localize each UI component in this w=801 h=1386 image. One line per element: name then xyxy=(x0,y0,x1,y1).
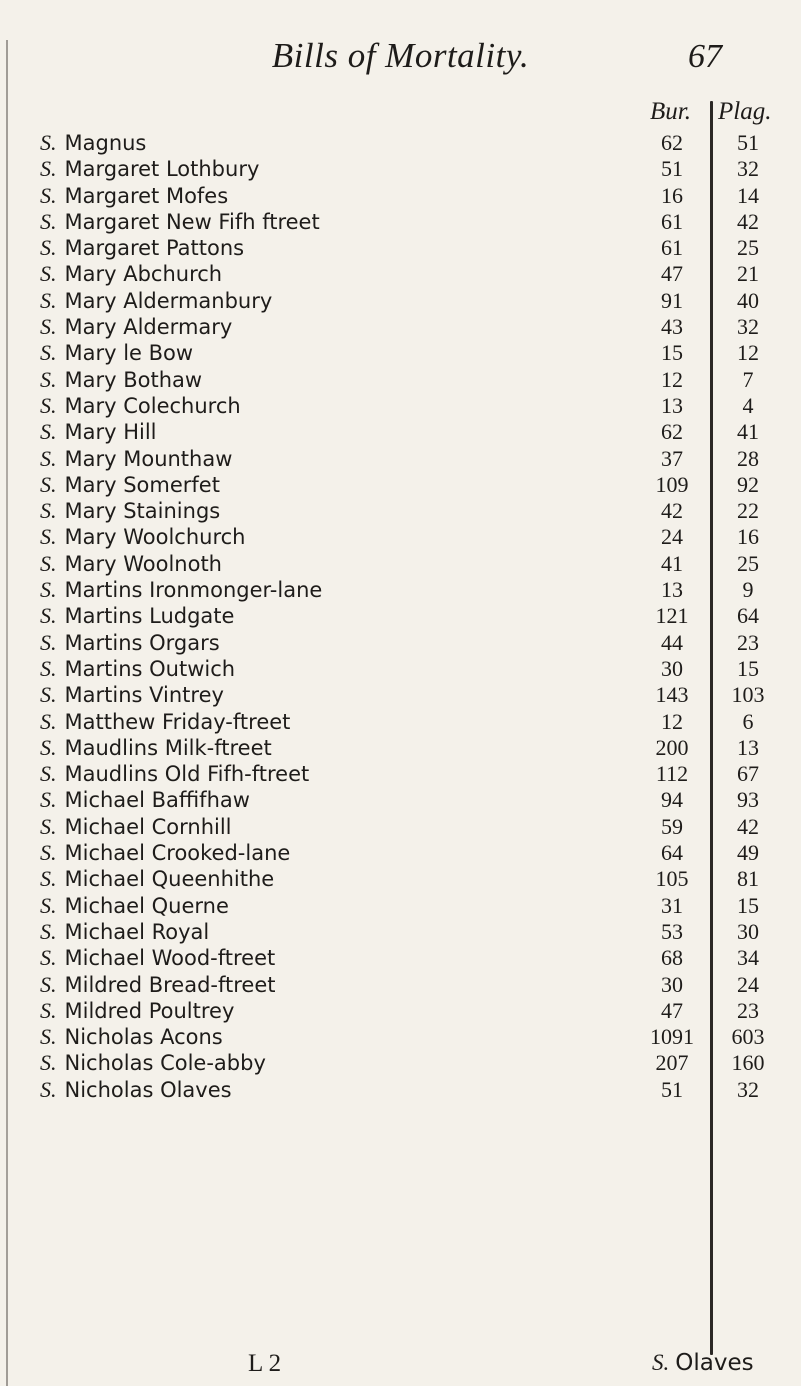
parish-name-text: Mary Stainings xyxy=(64,499,221,524)
plague-value: 25 xyxy=(737,550,759,576)
parish-name xyxy=(40,446,232,472)
burials-value: 62 xyxy=(661,130,683,155)
parish-name-text: Mary Woolchurch xyxy=(64,525,246,550)
table-row xyxy=(0,235,801,261)
running-title: Bills of Mortality. xyxy=(271,36,530,75)
saint-prefix: S. xyxy=(40,655,57,681)
parish-name-text: Magnus xyxy=(64,131,147,155)
plague-value: 51 xyxy=(737,130,759,155)
table-row xyxy=(0,814,801,840)
parish-name xyxy=(40,235,244,261)
plague-value: 32 xyxy=(737,1076,759,1102)
burials-value: 59 xyxy=(661,813,683,839)
parish-name-text: Mildred Bread-ftreet xyxy=(64,972,276,997)
parish-name xyxy=(40,130,146,156)
catchword-prefix: S. xyxy=(652,1350,670,1375)
parish-name xyxy=(40,735,272,761)
burials-value: 64 xyxy=(661,840,683,866)
parish-name-text: Martins Ironmonger-lane xyxy=(64,578,323,603)
parish-table xyxy=(0,130,801,1103)
saint-prefix: S. xyxy=(40,498,57,524)
parish-name xyxy=(40,183,228,209)
burials-value: 207 xyxy=(655,1050,689,1076)
parish-name-text: Margaret Mofes xyxy=(64,183,229,208)
table-row xyxy=(0,866,801,892)
plague-value: 49 xyxy=(737,840,759,866)
plague-value: 7 xyxy=(742,366,754,392)
burials-value: 30 xyxy=(661,655,683,681)
saint-prefix: S. xyxy=(40,813,57,839)
burials-value: 68 xyxy=(661,945,683,971)
plague-value: 15 xyxy=(737,655,759,681)
parish-name-text: Mary Hill xyxy=(64,420,157,445)
parish-name xyxy=(40,630,220,656)
burials-value: 47 xyxy=(661,997,683,1023)
saint-prefix: S. xyxy=(40,261,57,287)
parish-name-text: Michael Cornhill xyxy=(64,814,232,839)
saint-prefix: S. xyxy=(40,340,57,366)
table-row xyxy=(0,840,801,866)
burials-value: 42 xyxy=(661,498,683,524)
table-row xyxy=(0,603,801,629)
plague-value: 32 xyxy=(737,156,759,182)
table-row xyxy=(0,209,801,235)
parish-name-text: Michael Baffifhaw xyxy=(64,788,250,813)
plague-value: 16 xyxy=(737,524,759,550)
saint-prefix: S. xyxy=(40,392,57,418)
parish-name xyxy=(40,1050,266,1076)
plague-value: 21 xyxy=(737,261,759,287)
parish-name xyxy=(40,656,235,682)
saint-prefix: S. xyxy=(40,629,57,655)
saint-prefix: S. xyxy=(40,761,57,787)
signature-mark: L 2 xyxy=(248,1350,282,1377)
plague-value: 30 xyxy=(737,918,759,944)
saint-prefix: S. xyxy=(40,235,57,261)
parish-name xyxy=(40,814,232,840)
parish-name-text: Mary Aldermary xyxy=(64,315,233,340)
parish-name-text: Michael Crooked-lane xyxy=(64,841,291,866)
table-row xyxy=(0,288,801,314)
saint-prefix: S. xyxy=(40,918,57,944)
plague-value: 103 xyxy=(731,682,765,708)
saint-prefix: S. xyxy=(40,997,57,1023)
burials-value: 37 xyxy=(661,445,683,471)
plague-value: 12 xyxy=(737,340,759,366)
saint-prefix: S. xyxy=(40,787,57,813)
saint-prefix: S. xyxy=(40,208,57,234)
plague-value: 81 xyxy=(737,866,759,892)
burials-value: 12 xyxy=(661,366,683,392)
burials-value: 31 xyxy=(661,892,683,918)
plague-value: 160 xyxy=(731,1050,765,1076)
plague-value: 67 xyxy=(737,761,759,787)
saint-prefix: S. xyxy=(40,866,57,892)
parish-name-text: Mary le Bow xyxy=(64,341,194,366)
parish-name xyxy=(40,419,157,445)
burials-value: 43 xyxy=(661,314,683,340)
plague-value: 13 xyxy=(737,734,759,760)
plague-value: 6 xyxy=(742,708,754,734)
saint-prefix: S. xyxy=(40,840,57,866)
table-row xyxy=(0,787,801,813)
table-row xyxy=(0,893,801,919)
parish-name-text: Mary Aldermanbury xyxy=(64,288,273,313)
burials-value: 143 xyxy=(655,682,689,708)
table-row xyxy=(0,261,801,287)
table-row xyxy=(0,551,801,577)
parish-name-text: Nicholas Olaves xyxy=(64,1077,232,1102)
parish-name-text: Maudlins Milk-ftreet xyxy=(64,735,272,760)
table-row xyxy=(0,156,801,182)
table-row xyxy=(0,472,801,498)
saint-prefix: S. xyxy=(40,524,57,550)
burials-value: 62 xyxy=(661,419,683,445)
parish-name-text: Mary Colechurch xyxy=(64,393,241,418)
plague-value: 9 xyxy=(742,577,754,603)
burials-value: 51 xyxy=(661,1076,683,1102)
parish-name-text: Michael Wood-ftreet xyxy=(64,946,276,971)
saint-prefix: S. xyxy=(40,156,57,182)
table-row xyxy=(0,340,801,366)
parish-name xyxy=(40,709,290,735)
parish-name xyxy=(40,577,322,603)
parish-name-text: Martins Ludgate xyxy=(64,604,235,629)
burials-value: 13 xyxy=(661,577,683,603)
burials-value: 112 xyxy=(655,761,689,787)
page-number: 67 xyxy=(688,38,722,75)
parish-name xyxy=(40,919,209,945)
burials-value: 30 xyxy=(661,971,683,997)
burials-value: 12 xyxy=(661,708,683,734)
parish-name xyxy=(40,288,272,314)
catchword xyxy=(652,1350,754,1376)
plague-value: 42 xyxy=(737,208,759,234)
parish-name xyxy=(40,472,220,498)
burials-value: 105 xyxy=(655,866,689,892)
parish-name-text: Michael Royal xyxy=(64,919,210,944)
burials-value: 121 xyxy=(655,603,689,629)
parish-name-text: Margaret New Fifh ftreet xyxy=(64,209,320,234)
burials-value: 13 xyxy=(661,392,683,418)
saint-prefix: S. xyxy=(40,287,57,313)
parish-name-text: Mildred Poultrey xyxy=(64,998,235,1023)
parish-name xyxy=(40,761,309,787)
parish-name xyxy=(40,393,241,419)
parish-name xyxy=(40,866,274,892)
parish-name xyxy=(40,367,202,393)
saint-prefix: S. xyxy=(40,603,57,629)
parish-name xyxy=(40,498,220,524)
parish-name xyxy=(40,840,290,866)
parish-name-text: Nicholas Cole-abby xyxy=(64,1051,266,1076)
table-row xyxy=(0,998,801,1024)
parish-name-text: Michael Querne xyxy=(64,893,229,918)
saint-prefix: S. xyxy=(40,1024,57,1050)
table-row xyxy=(0,314,801,340)
saint-prefix: S. xyxy=(40,130,57,155)
plague-value: 92 xyxy=(737,471,759,497)
plague-value: 28 xyxy=(737,445,759,471)
table-row xyxy=(0,1077,801,1103)
burials-value: 94 xyxy=(661,787,683,813)
parish-name xyxy=(40,209,320,235)
parish-name-text: Margaret Pattons xyxy=(64,236,245,261)
saint-prefix: S. xyxy=(40,708,57,734)
parish-name xyxy=(40,551,222,577)
plague-value: 23 xyxy=(737,997,759,1023)
saint-prefix: S. xyxy=(40,1050,57,1076)
table-row xyxy=(0,130,801,156)
table-row xyxy=(0,183,801,209)
saint-prefix: S. xyxy=(40,1076,57,1102)
saint-prefix: S. xyxy=(40,577,57,603)
table-row xyxy=(0,1024,801,1050)
parish-name xyxy=(40,972,276,998)
plague-value: 32 xyxy=(737,314,759,340)
table-row xyxy=(0,709,801,735)
parish-name-text: Michael Queenhithe xyxy=(64,867,275,892)
burials-value: 44 xyxy=(661,629,683,655)
plague-value: 34 xyxy=(737,945,759,971)
plague-value: 93 xyxy=(737,787,759,813)
parish-name xyxy=(40,156,259,182)
catchword-text: Olaves xyxy=(675,1350,754,1376)
burials-value: 91 xyxy=(661,287,683,313)
parish-name-text: Mary Somerfet xyxy=(64,472,220,497)
burials-value: 53 xyxy=(661,918,683,944)
table-row xyxy=(0,577,801,603)
parish-name xyxy=(40,603,234,629)
parish-name-text: Martins Vintrey xyxy=(64,683,224,708)
table-row xyxy=(0,656,801,682)
parish-name-text: Mary Woolnoth xyxy=(64,551,222,576)
saint-prefix: S. xyxy=(40,445,57,471)
table-row xyxy=(0,524,801,550)
burials-value: 109 xyxy=(655,471,689,497)
saint-prefix: S. xyxy=(40,471,57,497)
parish-name-text: Maudlins Old Fifh-ftreet xyxy=(64,762,310,787)
saint-prefix: S. xyxy=(40,419,57,445)
burials-value: 41 xyxy=(661,550,683,576)
parish-name xyxy=(40,524,245,550)
table-row xyxy=(0,446,801,472)
parish-name xyxy=(40,893,229,919)
table-row xyxy=(0,972,801,998)
plague-value: 22 xyxy=(737,498,759,524)
table-row xyxy=(0,945,801,971)
plague-value: 14 xyxy=(737,182,759,208)
plague-value: 25 xyxy=(737,235,759,261)
plague-value: 24 xyxy=(737,971,759,997)
saint-prefix: S. xyxy=(40,366,57,392)
parish-name-text: Mary Bothaw xyxy=(64,367,203,392)
parish-name xyxy=(40,1024,223,1050)
burials-value: 15 xyxy=(661,340,683,366)
parish-name-text: Mary Mounthaw xyxy=(64,446,233,471)
saint-prefix: S. xyxy=(40,892,57,918)
plague-value: 40 xyxy=(737,287,759,313)
saint-prefix: S. xyxy=(40,550,57,576)
parish-name xyxy=(40,787,250,813)
table-row xyxy=(0,735,801,761)
saint-prefix: S. xyxy=(40,314,57,340)
table-row xyxy=(0,761,801,787)
burials-value: 1091 xyxy=(650,1024,694,1050)
parish-name-text: Margaret Lothbury xyxy=(64,157,260,182)
parish-name xyxy=(40,314,232,340)
burials-value: 200 xyxy=(655,734,689,760)
parish-name-text: Mary Abchurch xyxy=(64,262,223,287)
parish-name xyxy=(40,998,234,1024)
parish-name xyxy=(40,945,275,971)
parish-name xyxy=(40,682,224,708)
burials-value: 61 xyxy=(661,235,683,261)
burials-value: 16 xyxy=(661,182,683,208)
saint-prefix: S. xyxy=(40,182,57,208)
plague-value: 23 xyxy=(737,629,759,655)
table-row xyxy=(0,419,801,445)
parish-name xyxy=(40,261,222,287)
table-row xyxy=(0,367,801,393)
parish-name-text: Martins Orgars xyxy=(64,630,220,655)
column-header-plague: Plag. xyxy=(718,98,772,125)
burials-value: 24 xyxy=(661,524,683,550)
saint-prefix: S. xyxy=(40,682,57,708)
parish-name xyxy=(40,340,193,366)
table-row xyxy=(0,682,801,708)
plague-value: 64 xyxy=(737,603,759,629)
saint-prefix: S. xyxy=(40,945,57,971)
table-row xyxy=(0,630,801,656)
column-header-burials: Bur. xyxy=(650,98,691,125)
parish-name-text: Matthew Friday-ftreet xyxy=(64,709,291,734)
parish-name-text: Martins Outwich xyxy=(64,656,236,681)
saint-prefix: S. xyxy=(40,971,57,997)
burials-value: 61 xyxy=(661,208,683,234)
table-row xyxy=(0,498,801,524)
plague-value: 4 xyxy=(742,392,754,418)
plague-value: 42 xyxy=(737,813,759,839)
table-row xyxy=(0,393,801,419)
plague-value: 603 xyxy=(731,1024,765,1050)
table-row xyxy=(0,1050,801,1076)
saint-prefix: S. xyxy=(40,734,57,760)
parish-name xyxy=(40,1077,232,1103)
plague-value: 15 xyxy=(737,892,759,918)
parish-name-text: Nicholas Acons xyxy=(64,1025,223,1050)
table-row xyxy=(0,919,801,945)
plague-value: 41 xyxy=(737,419,759,445)
burials-value: 47 xyxy=(661,261,683,287)
burials-value: 51 xyxy=(661,156,683,182)
